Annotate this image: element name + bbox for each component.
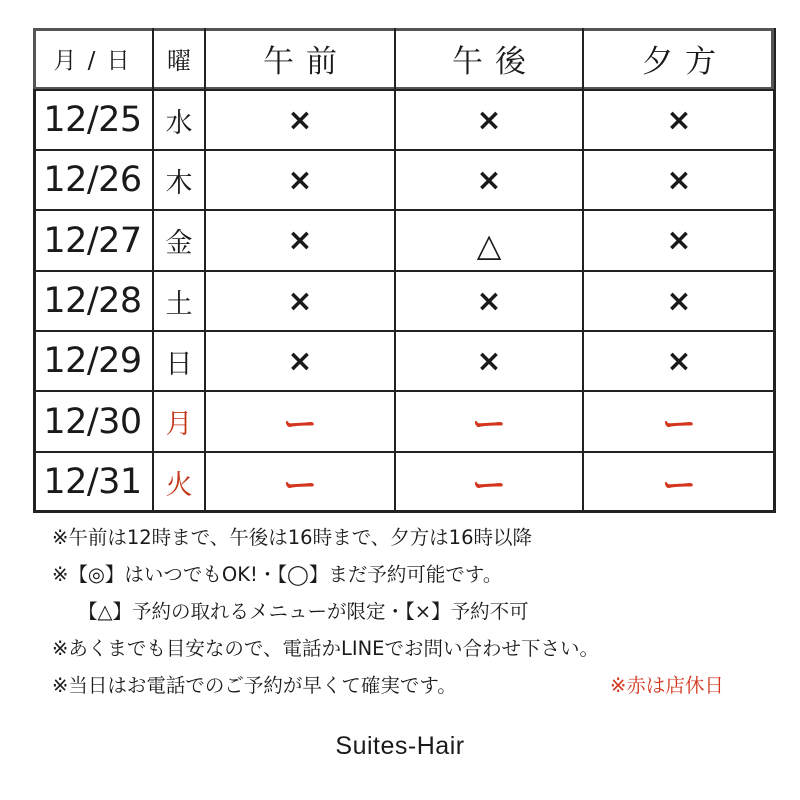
date-cell: 12/29 <box>43 341 142 381</box>
morning-status-cell: × <box>287 283 313 319</box>
header-evening: 夕方 <box>642 44 728 80</box>
evening-status-cell: × <box>666 343 692 379</box>
day-of-week-cell-closed: 月 <box>165 409 193 440</box>
afternoon-closed-cell: ー <box>472 465 506 506</box>
note-contact: ※あくまでも目安なので、電話かLINEでお問い合わせ下さい。 <box>52 637 599 660</box>
day-of-week-cell: 日 <box>165 348 193 380</box>
date-cell: 12/31 <box>43 462 142 502</box>
note-closed-days: ※赤は店休日 <box>610 674 724 697</box>
header-date: 月 / 日 <box>53 48 132 74</box>
day-of-week-cell: 木 <box>165 167 193 199</box>
brand-name: Suites-Hair <box>335 732 465 760</box>
evening-closed-cell: ー <box>662 405 696 445</box>
note-time-slots: ※午前は12時まで、午後は16時まで、夕方は16時以降 <box>52 526 532 549</box>
date-cell: 12/27 <box>43 220 142 261</box>
day-of-week-cell: 土 <box>165 288 193 320</box>
morning-closed-cell: ー <box>283 465 317 506</box>
morning-status-cell: × <box>287 162 313 198</box>
afternoon-status-cell: × <box>476 162 502 198</box>
evening-status-cell: × <box>666 223 692 258</box>
afternoon-status-cell: × <box>476 102 502 138</box>
note-legend-limited: 【△】予約の取れるメニューが限定・【×】予約不可 <box>78 600 529 623</box>
date-cell: 12/26 <box>43 160 142 200</box>
day-of-week-cell-closed: 火 <box>165 469 193 501</box>
note-same-day: ※当日はお電話でのご予約が早くて確実です。 <box>52 674 457 697</box>
evening-status-cell: × <box>666 283 692 319</box>
evening-status-cell: × <box>666 102 692 138</box>
day-of-week-cell: 水 <box>165 107 193 139</box>
date-cell: 12/28 <box>43 281 142 321</box>
availability-table <box>33 28 776 515</box>
afternoon-status-cell: × <box>476 283 502 319</box>
day-of-week-cell: 金 <box>165 228 193 259</box>
header-afternoon: 午後 <box>452 44 538 80</box>
morning-status-cell: × <box>287 223 313 258</box>
afternoon-status-cell: × <box>476 343 502 379</box>
date-cell: 12/30 <box>43 401 142 442</box>
evening-status-cell: × <box>666 162 692 198</box>
header-day-of-week: 曜 <box>167 47 191 75</box>
morning-closed-cell: ー <box>283 405 317 445</box>
morning-status-cell: × <box>287 102 313 138</box>
afternoon-status-cell: △ <box>476 225 502 264</box>
evening-closed-cell: ー <box>662 465 696 506</box>
afternoon-closed-cell: ー <box>472 405 506 445</box>
morning-status-cell: × <box>287 343 313 379</box>
note-legend-available: ※【◎】はいつでもOK!・【◯】まだ予約可能です。 <box>52 563 503 586</box>
header-morning: 午前 <box>263 44 349 80</box>
date-cell: 12/25 <box>43 100 142 140</box>
